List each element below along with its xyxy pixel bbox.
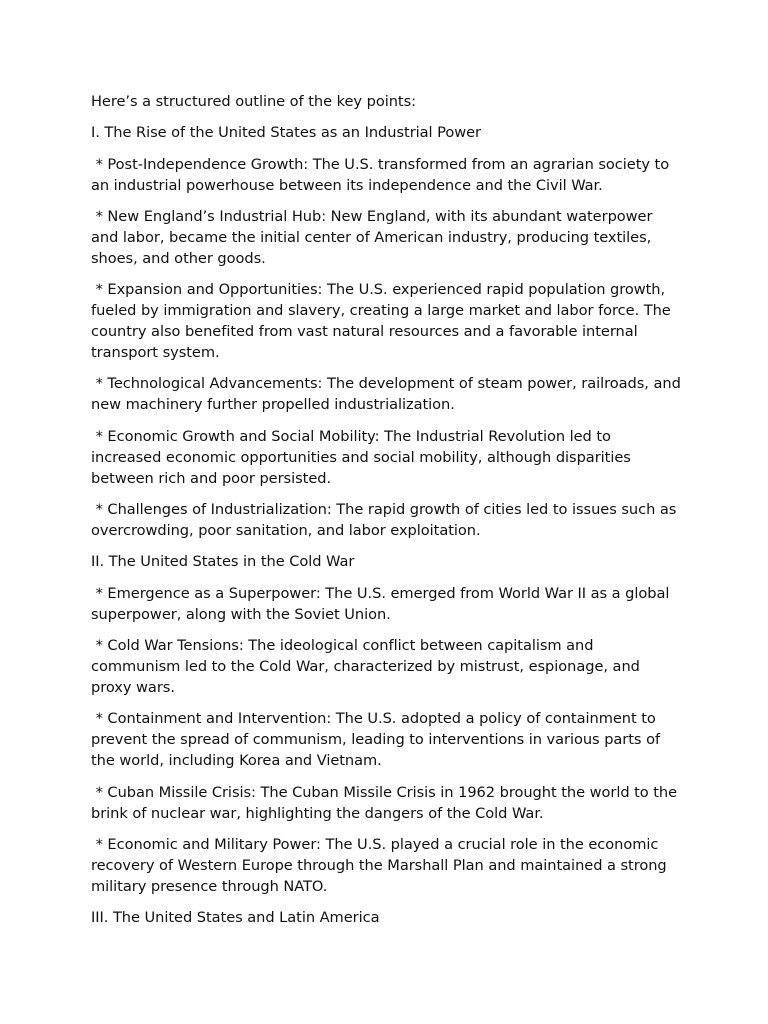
bullet-technological-advancements: * Technological Advancements: The development of steam power, railroads, and new machinery further propelled industrialization. <box>91 375 686 414</box>
section-heading-2: II. The United States in the Cold War <box>91 553 355 571</box>
section-heading-3: III. The United States and Latin America <box>91 909 380 927</box>
bullet-expansion-opportunities: * Expansion and Opportunities: The U.S. experienced rapid population growth, fueled by immigration and slavery, creating a large market and labor force. The country also benefited from vast natural resources and a favorable internal transport system. <box>91 281 676 362</box>
bullet-post-independence-growth: * Post-Independence Growth: The U.S. transformed from an agrarian society to an industrial powerhouse between its independence and the Civil War. <box>91 155 674 194</box>
bullet-new-england-industrial-hub: * New England’s Industrial Hub: New England, with its abundant waterpower and labor, became the initial center of American industry, producing textiles, shoes, and other goods. <box>91 207 658 267</box>
intro-paragraph: Here’s a structured outline of the key points: <box>91 93 416 110</box>
bullet-economic-and-military-power: * Economic and Military Power: The U.S. played a crucial role in the economic recovery of Western Europe through the Marshall Plan and maintained a strong military presence through NATO. <box>91 835 672 895</box>
bullet-emergence-as-superpower: * Emergence as a Superpower: The U.S. emerged from World War II as a global superpower, along with the Soviet Union. <box>91 584 674 623</box>
bullet-cold-war-tensions: * Cold War Tensions: The ideological conflict between capitalism and communism led to the Cold War, characterized by mistrust, espionage, and proxy wars. <box>91 636 645 696</box>
bullet-economic-growth-social-mobility: * Economic Growth and Social Mobility: The Industrial Revolution led to increased economic opportunities and social mobility, although disparities between rich and poor persisted. <box>91 427 636 487</box>
document-page <box>91 91 686 938</box>
bullet-cuban-missile-crisis: * Cuban Missile Crisis: The Cuban Missile Crisis in 1962 brought the world to the brink of nuclear war, highlighting the dangers of the Cold War. <box>91 783 682 822</box>
section-heading-1: I. The Rise of the United States as an Industrial Power <box>91 124 482 142</box>
bullet-challenges-of-industrialization: * Challenges of Industrialization: The rapid growth of cities led to issues such as overcrowding, poor sanitation, and labor exploitation. <box>91 501 681 540</box>
bullet-containment-and-intervention: * Containment and Intervention: The U.S. adopted a policy of containment to prevent the spread of communism, leading to interventions in various parts of the world, including Korea and Vietnam. <box>91 710 665 770</box>
